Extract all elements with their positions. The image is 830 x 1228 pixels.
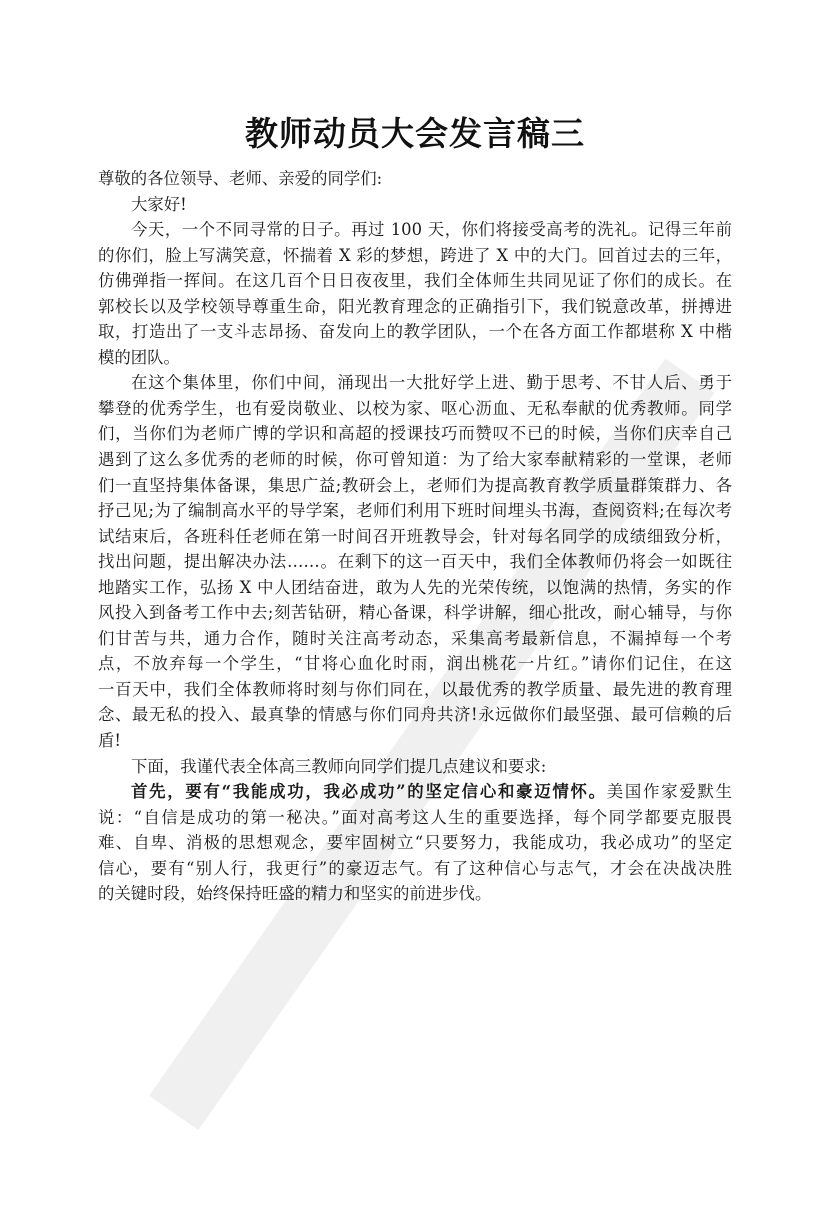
paragraph-1 xyxy=(98,217,732,370)
paragraph-line: 遇到了这么多优秀的老师的时候，你可曾知道：为了给大家奉献精彩的一堂课，老师 xyxy=(98,450,732,470)
document-body xyxy=(98,166,732,907)
paragraph-line: 们一直坚持集体备课，集思广益;教研会上，老师们为提高教育教学质量群策群力、各 xyxy=(98,475,732,495)
paragraph-line: 念、最无私的投入、最真挚的情感与你们同舟共济!永远做你们最坚强、最可信赖的后 xyxy=(98,705,732,725)
paragraph-line: 在这个集体里，你们中间，涌现出一大批好学上进、勤于思考、不甘人后、勇于 xyxy=(131,373,732,393)
paragraph-line: 地踏实工作，弘扬 X 中人团结奋进，敢为人先的光荣传统，以饱满的热情，务实的作 xyxy=(98,577,732,597)
paragraph-line: 的关键时段，始终保持旺盛的精力和坚实的前进步伐。 xyxy=(98,884,492,904)
paragraph-2 xyxy=(98,370,732,753)
paragraph-line: 今天，一个不同寻常的日子。再过 100 天，你们将接受高考的洗礼。记得三年前 xyxy=(131,220,732,240)
paragraph-4 xyxy=(98,779,732,907)
bold-heading: 首先，要有“我能成功，我必成功”的坚定信心和豪迈情怀。 xyxy=(131,782,607,802)
paragraph-line: 们甘苦与共，通力合作，随时关注高考动态，采集高考最新信息，不漏掉每一个考 xyxy=(98,628,732,648)
paragraph-line: 的你们，脸上写满笑意，怀揣着 X 彩的梦想，跨进了 X 中的大门。回首过去的三年， xyxy=(98,245,732,265)
paragraph-line: 盾! xyxy=(98,731,121,751)
paragraph-line: 说：“自信是成功的第一秘决。”面对高考这人生的重要选择，每个同学都要克服畏 xyxy=(98,807,732,827)
paragraph-line: 找出问题，提出解决办法……。在剩下的这一百天中，我们全体教师仍将会一如既往 xyxy=(98,552,732,572)
paragraph-line: 取，打造出了一支斗志昂扬、奋发向上的教学团队，一个在各方面工作都堪称 X 中楷 xyxy=(98,322,732,342)
paragraph-3 xyxy=(98,754,732,780)
paragraph-line: 模的团队。 xyxy=(98,347,180,367)
salutation: 大家好! xyxy=(131,194,187,214)
paragraph-line: 风投入到备考工作中去;刻苦钻研，精心备课，科学讲解，细心批改，耐心辅导，与你 xyxy=(98,603,732,623)
paragraph-line: 信心，要有“别人行，我更行”的豪迈志气。有了这种信心与志气，才会在决战决胜 xyxy=(98,858,732,878)
paragraph-line: 们，当你们为老师广博的学识和高超的授课技巧而赞叹不已的时候，当你们庆幸自己 xyxy=(98,424,732,444)
paragraph-line: 抒己见;为了编制高水平的导学案，老师们利用下班时间埋头书海，查阅资料;在每次考 xyxy=(98,501,732,521)
paragraph-line: 点，不放弃每一个学生，“甘将心血化时雨，润出桃花一片红。”请你们记住，在这 xyxy=(98,654,732,674)
paragraph-line xyxy=(98,779,732,805)
paragraph-line: 仿佛弹指一挥间。在这几百个日日夜夜里，我们全体师生共同见证了你们的成长。在 xyxy=(98,271,732,291)
paragraph-line: 郭校长以及学校领导尊重生命，阳光教育理念的正确指引下，我们锐意改革，拼搏进 xyxy=(98,296,732,316)
paragraph-line: 难、自卑、消极的思想观念，要牢固树立“只要努力，我能成功，我必成功”的坚定 xyxy=(98,833,732,853)
paragraph-line: 下面，我谨代表全体高三教师向同学们提几点建议和要求: xyxy=(131,756,547,776)
paragraph-line: 一百天中，我们全体教师将时刻与你们同在，以最优秀的教学质量、最先进的教育理 xyxy=(98,679,732,699)
greeting: 尊敬的各位领导、老师、亲爱的同学们: xyxy=(98,169,383,188)
paragraph-line: 试结束后，各班科任老师在第一时间召开班教导会，针对每名同学的成绩细致分析， xyxy=(98,526,732,546)
paragraph-line-rest: 美国作家爱默生 xyxy=(606,782,732,802)
paragraph-line: 攀登的优秀学生，也有爱岗敬业、以校为家、呕心沥血、无私奉献的优秀教师。同学 xyxy=(98,398,732,418)
document-title: 教师动员大会发言稿三 xyxy=(245,114,585,153)
